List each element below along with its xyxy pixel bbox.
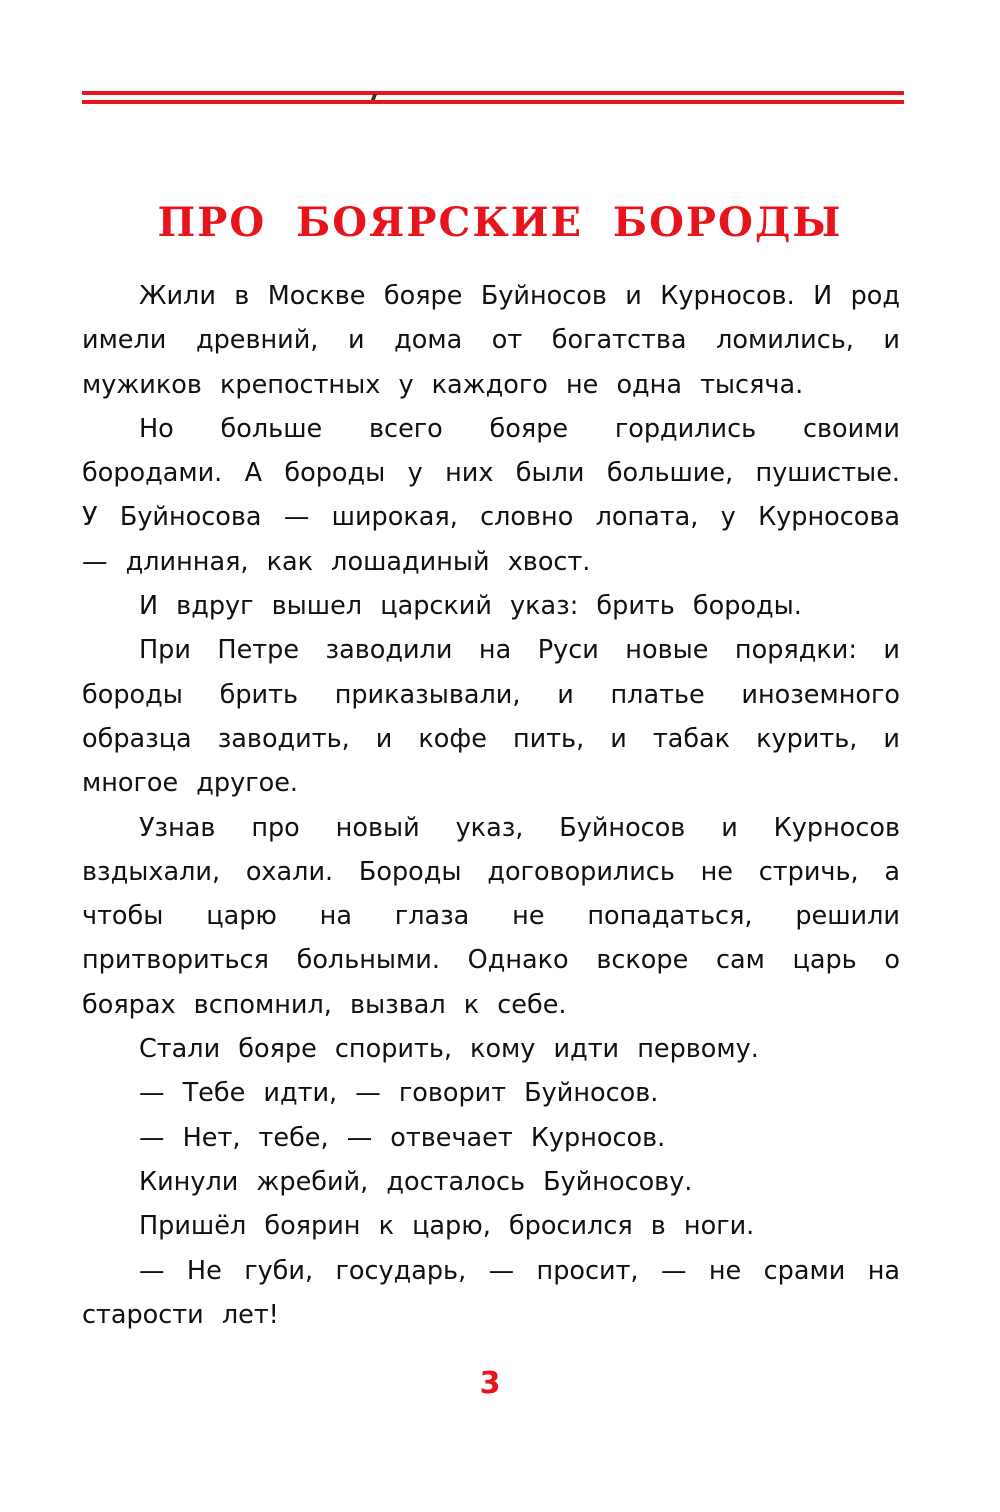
paragraph: Жили в Москве бояре Буйносов и Курносов. И род имели древний, и дома от богатства ломились, и мужиков крепостных у каждого не одна тысяча. — [82, 281, 900, 400]
paragraph: Пришёл боярин к царю, бросился в ноги. — [139, 1211, 755, 1242]
paragraph: Узнав про новый указ, Буйносов и Курносов вздыхали, охали. Бороды договорились не стричь, а чтобы царю на глаза не попадаться, решили притвориться больными. Однако вскоре сам царь о боярах вспомнил, вызвал к себе. — [82, 812, 900, 1020]
paragraph: Кинули жребий, досталось Буйносову. — [139, 1166, 693, 1197]
paragraph: И вдруг вышел царский указ: брить бороды. — [139, 591, 802, 622]
paragraph: При Петре заводили на Руси новые порядки: и бороды брить приказывали, и платье иноземного образца заводить, и кофе пить, и табак курить, и многое другое. — [82, 635, 900, 799]
body-text — [82, 274, 900, 1337]
dialogue-line: — Тебе идти, — говорит Буйносов. — [139, 1078, 659, 1109]
bottom-rule-line — [82, 100, 904, 104]
top-rule-line — [82, 91, 904, 95]
chapter-title: ПРО БОЯРСКИЕ БОРОДЫ — [157, 198, 843, 246]
page-number: 3 — [479, 1366, 501, 1401]
dialogue-line: — Нет, тебе, — отвечает Курносов. — [139, 1122, 666, 1153]
paragraph: Стали бояре спорить, кому идти первому. — [139, 1034, 759, 1065]
paragraph: Но больше всего бояре гордились своими бородами. А бороды у них были большие, пушистые. У Буйносова — широкая, словно лопата, у Курносова — длинная, как лошадиный хвост. — [82, 413, 900, 577]
dialogue-line: — Не губи, государь, — просит, — не срами на старости лет! — [82, 1255, 900, 1330]
